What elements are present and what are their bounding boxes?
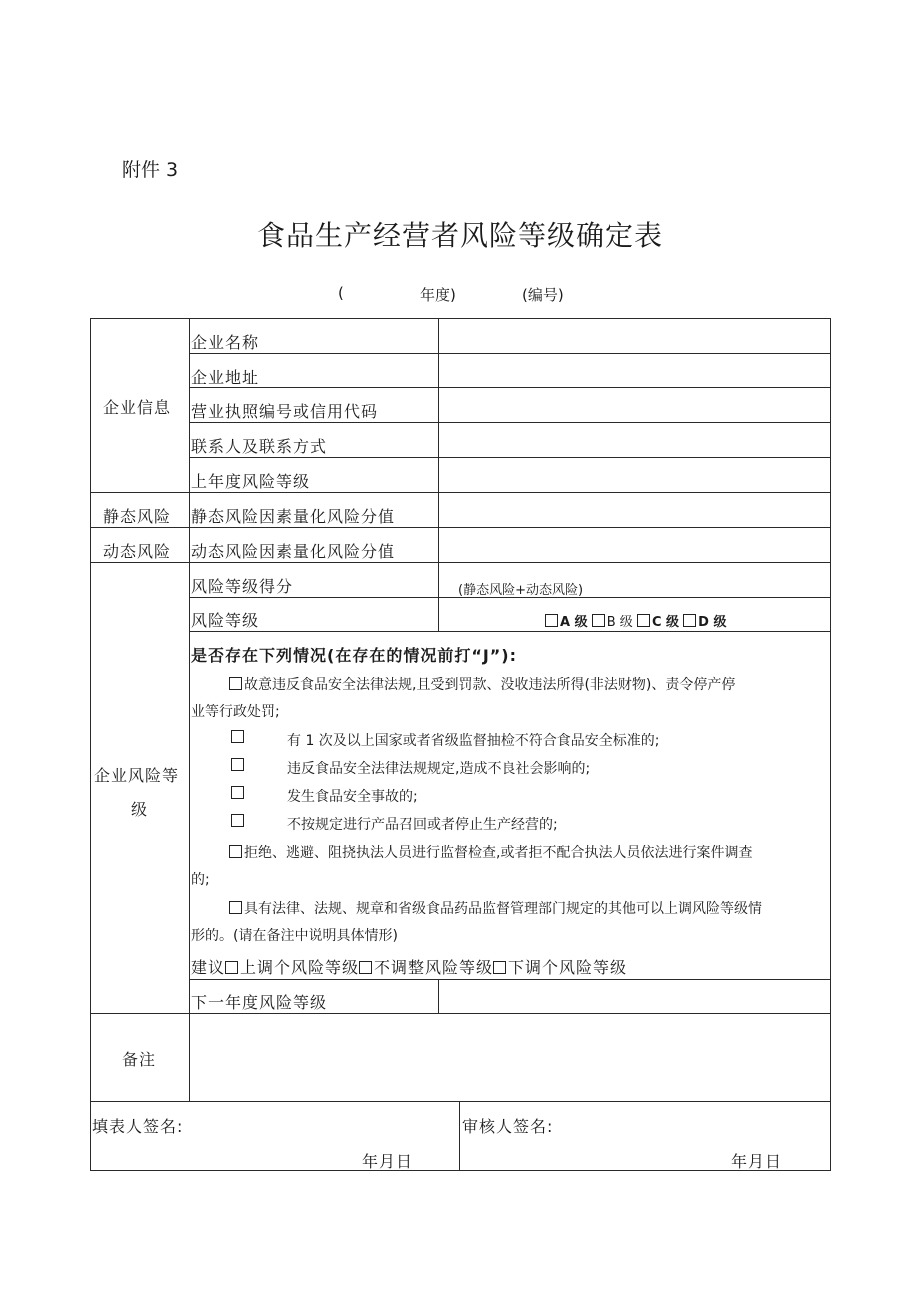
filler-signature-label: 填表人签名: — [92, 1117, 184, 1136]
situation-4-text: 发生食品安全事故的; — [287, 789, 418, 805]
situation-item-7 — [229, 898, 762, 918]
enterprise-info-label: 企业信息 — [103, 398, 172, 417]
situation-7-checkbox[interactable] — [229, 901, 242, 914]
situation-item-6 — [229, 842, 752, 862]
annex-label: 附件 3 — [122, 159, 179, 181]
situation-3-checkbox-wrap — [231, 758, 246, 774]
situation-question: 是否存在下列情况(在存在的情况前打“J”): — [191, 646, 518, 665]
field-license-code: 营业执照编号或信用代码 — [191, 402, 379, 421]
field-dynamic-risk-score: 动态风险因素量化风险分值 — [191, 542, 396, 561]
field-next-year-risk-level: 下一年度风险等级 — [191, 993, 328, 1012]
suggest-down-label: 下调个风险等级 — [508, 958, 628, 977]
level-a-label: A 级 — [560, 615, 588, 630]
field-risk-score: 风险等级得分 — [191, 577, 294, 596]
risk-level-label-line1: 企业风险等 — [94, 766, 180, 785]
level-b-checkbox[interactable] — [592, 614, 605, 627]
situation-3-checkbox[interactable] — [231, 758, 244, 771]
suggestion-row — [191, 955, 627, 978]
number-label: (编号) — [522, 286, 564, 304]
suggest-keep-checkbox[interactable] — [359, 961, 372, 974]
field-enterprise-name: 企业名称 — [191, 333, 260, 352]
suggestion-prefix: 建议 — [191, 958, 226, 977]
level-c-label: C 级 — [651, 615, 680, 630]
situation-5-checkbox-wrap — [231, 814, 246, 830]
risk-level-options — [545, 611, 726, 630]
suggest-down-checkbox[interactable] — [493, 961, 506, 974]
situation-3-text: 违反食品安全法律法规规定,造成不良社会影响的; — [287, 761, 591, 777]
year-label: 年度) — [420, 286, 456, 304]
field-previous-risk-level: 上年度风险等级 — [191, 472, 311, 491]
dynamic-risk-label: 动态风险 — [103, 542, 172, 561]
level-d-label: D 级 — [698, 615, 727, 630]
risk-level-label-line2: 级 — [131, 800, 149, 819]
situation-4-checkbox-wrap — [231, 786, 246, 802]
situation-item-7-cont: 形的。(请在备注中说明具体情形) — [191, 928, 398, 944]
reviewer-date: 年月日 — [731, 1152, 783, 1171]
level-b-label: B 级 — [606, 615, 633, 630]
situation-item-6-cont: 的; — [191, 872, 210, 888]
field-enterprise-address: 企业地址 — [191, 368, 260, 387]
reviewer-signature-label: 审核人签名: — [462, 1117, 554, 1136]
situation-item-1-cont: 业等行政处罚; — [191, 704, 280, 720]
level-d-checkbox[interactable] — [683, 614, 696, 627]
situation-1-text: 故意违反食品安全法律法规,且受到罚款、没收违法所得(非法财物)、责令停产停 — [244, 677, 736, 693]
situation-2-checkbox-wrap — [231, 730, 246, 746]
field-contact: 联系人及联系方式 — [191, 437, 328, 456]
situation-5-checkbox[interactable] — [231, 814, 244, 827]
situation-2-checkbox[interactable] — [231, 730, 244, 743]
static-risk-label: 静态风险 — [103, 507, 172, 526]
level-c-checkbox[interactable] — [637, 614, 650, 627]
field-static-risk-score: 静态风险因素量化风险分值 — [191, 507, 396, 526]
remarks-label: 备注 — [122, 1050, 157, 1069]
situation-item-1 — [229, 674, 735, 694]
situation-1-checkbox[interactable] — [229, 677, 242, 690]
suggest-up-label: 上调个风险等级 — [240, 958, 360, 977]
situation-7-text: 具有法律、法规、规章和省级食品药品监督管理部门规定的其他可以上调风险等级情 — [244, 901, 762, 917]
level-a-checkbox[interactable] — [545, 614, 558, 627]
situation-5-text: 不按规定进行产品召回或者停止生产经营的; — [287, 817, 558, 833]
year-open: ( — [338, 284, 344, 302]
situation-2-text: 有 1 次及以上国家或者省级监督抽检不符合食品安全标准的; — [287, 733, 660, 749]
situation-6-checkbox[interactable] — [229, 845, 242, 858]
risk-score-note: (静态风险+动态风险) — [458, 583, 584, 598]
suggest-keep-label: 不调整风险等级 — [374, 958, 494, 977]
filler-date: 年月日 — [362, 1152, 414, 1171]
page-title: 食品生产经营者风险等级确定表 — [256, 219, 663, 252]
suggest-up-checkbox[interactable] — [225, 961, 238, 974]
field-risk-level: 风险等级 — [191, 611, 260, 630]
situation-4-checkbox[interactable] — [231, 786, 244, 799]
situation-6-text: 拒绝、逃避、阻挠执法人员进行监督检查,或者拒不配合执法人员依法进行案件调查 — [244, 845, 753, 861]
